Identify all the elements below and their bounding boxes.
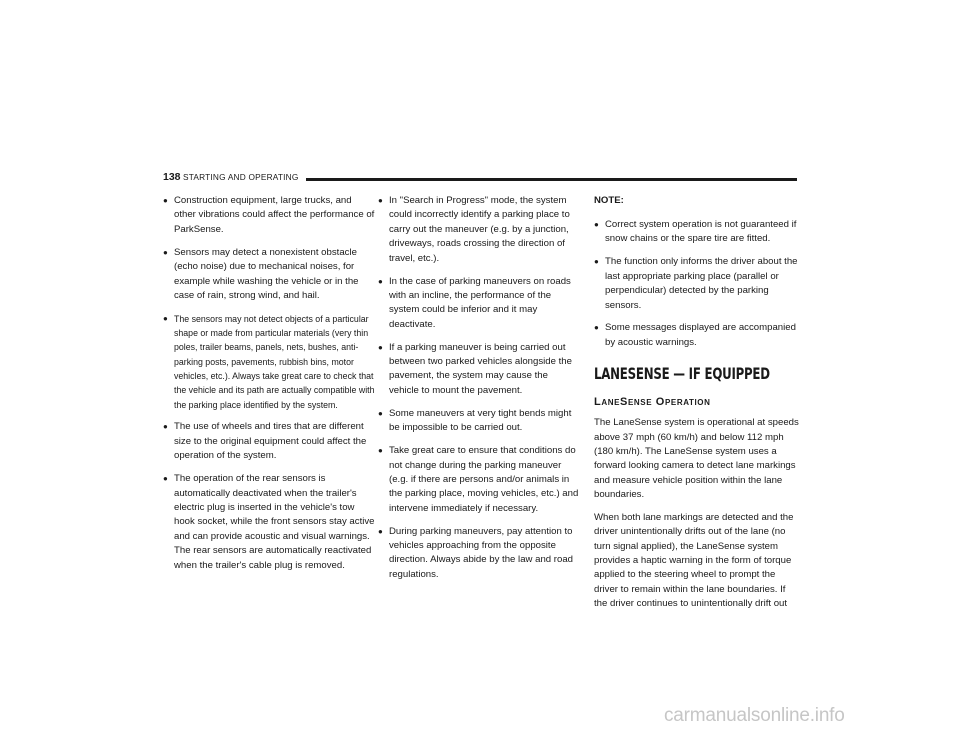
column-right (594, 194, 800, 620)
list-item: ● The function only informs the driver about the last appropriate parking place (parallel or perpendicular) detected by the parking sensors. (594, 256, 798, 311)
list-item: ● Some messages displayed are accompanied by acoustic warnings. (594, 322, 796, 348)
bullet-icon: ● (378, 276, 383, 286)
bullet-icon: ● (163, 422, 168, 432)
bullet-icon: ● (378, 408, 383, 418)
list-item: ● Sensors may detect a nonexistent obstacle (echo noise) due to mechanical noises, for example while washing the vehicle or in the case of rain, strong wind, and hail. (163, 246, 359, 301)
list-item: ● If a parking maneuver is being carried out between two parked vehicles alongside the pavement, the system may cause the vehicle to mount the pavement. (378, 341, 572, 396)
bullet-icon: ● (378, 342, 383, 352)
bullet-icon: ● (594, 257, 599, 267)
note-bullet-list (594, 218, 800, 350)
list-item: ● In the case of parking maneuvers on roads with an incline, the performance of the system could be inferior and it may deactivate. (378, 275, 571, 330)
list-item: ● The operation of the rear sensors is automatically deactivated when the trailer's electric plug is inserted in the vehicle's tow hook socket, while the front sensors stay active and can provide acoustic and visual warnings. The rear sensors are automatically reactivated when the trailer's cable plug is removed. (163, 473, 375, 571)
list-item: ● Take great care to ensure that conditions do not change during the parking maneuver (e.g. if there are persons and/or animals in the parking place, moving vehicles, etc.) and intervene immediately if necessary. (378, 445, 579, 514)
page-header (163, 170, 797, 184)
header-rule (306, 178, 797, 181)
section-title: STARTING AND OPERATING (183, 172, 299, 182)
list-item: ● During parking maneuvers, pay attention to vehicles approaching from the opposite direction. Always abide by the law and road regulations. (378, 525, 573, 580)
bullet-icon: ● (594, 323, 599, 333)
bullet-icon: ● (163, 196, 168, 205)
paragraph: The LaneSense system is operational at speeds above 37 mph (60 km/h) and below 112 mph (180 km/h). The LaneSense system uses a forward looking camera to detect lane markings and measure vehicle position within the lane boundaries. (594, 417, 799, 501)
bullet-icon: ● (378, 196, 383, 205)
paragraph: When both lane markings are detected and the driver unintentionally drifts out of the lane (no turn signal applied), the LaneSense system provides a haptic warning in the form of torque applied to the steering wheel to prompt the driver to remain within the lane boundaries. If the driver continues to unintentionally drift out (594, 511, 794, 610)
bullet-list (378, 194, 580, 582)
list-item: ● The use of wheels and tires that are different size to the original equipment could affect the operation of the system. (163, 421, 367, 462)
bullet-icon: ● (163, 247, 168, 257)
bullet-icon: ● (594, 220, 599, 229)
list-item: ● Construction equipment, large trucks, and other vibrations could affect the performance of ParkSense. (163, 195, 375, 235)
watermark: carmanualsonline.info (664, 705, 845, 726)
list-item: ● In "Search in Progress" mode, the system could incorrectly identify a parking place to carry out the maneuver (e.g. by a junction, driveways, roads crossing the direction of travel, etc.). (378, 195, 570, 264)
bullet-list (163, 194, 375, 573)
bullet-icon: ● (163, 313, 168, 323)
bullet-icon: ● (378, 526, 383, 536)
note-label: NOTE: (594, 195, 624, 206)
section-heading: LANESENSE — IF EQUIPPED (594, 364, 770, 384)
column-middle (378, 194, 580, 591)
page-number: 138 (163, 171, 181, 183)
column-left (163, 194, 375, 581)
list-item: ● The sensors may not detect objects of a particular shape or made from particular materials (very thin poles, trailer beams, panels, nets, bushes, anti-parking posts, pavements, rubbish bins, motor vehicles, etc.). Always take great care to check that the vehicle and its path are actually compatible with the parking place identified by the system. (163, 313, 375, 410)
list-item: ● Correct system operation is not guaranteed if snow chains or the spare tire are fitted. (594, 219, 797, 245)
subsection-heading: LaneSense Operation (594, 396, 711, 409)
bullet-icon: ● (163, 474, 168, 484)
bullet-icon: ● (378, 446, 383, 456)
list-item: ● Some maneuvers at very tight bends might be impossible to be carried out. (378, 407, 572, 434)
